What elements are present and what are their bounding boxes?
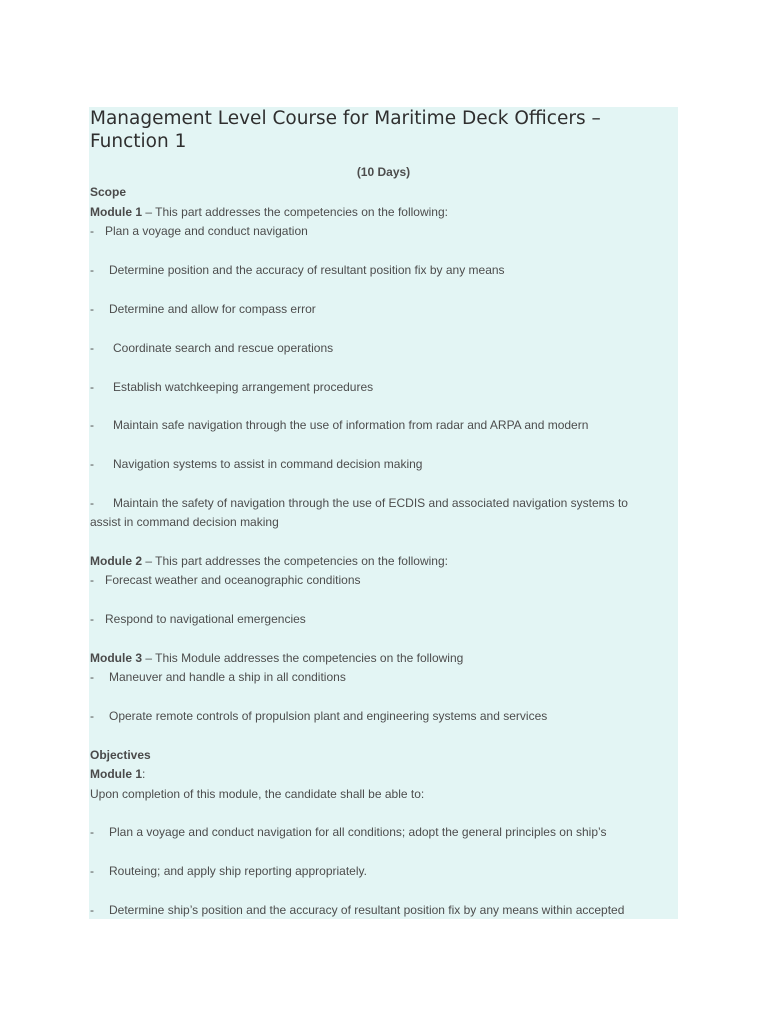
list-item [90,339,670,358]
objectives-module1-label: Module 1 [90,767,143,781]
list-item-text: Determine ship’s position and the accuracy of resultant position fix by any means within accepted [109,903,625,917]
list-item-text: Determine and allow for compass error [109,302,316,316]
bullet-dash: - [90,903,94,917]
list-item [90,261,670,280]
module1-intro [90,203,670,222]
list-item-text: Coordinate search and rescue operations [113,341,334,355]
bullet-dash: - [90,825,94,839]
bullet-dash: - [90,302,94,316]
bullet-dash: - [90,864,94,878]
bullet-dash: - [90,496,94,510]
list-item [90,823,670,842]
bullet-dash: - [90,418,94,432]
course-duration: (10 Days) [356,165,411,179]
list-item-text: Maintain the safety of navigation through the use of ECDIS and associated navigation systems to assist in command decision making [90,496,628,529]
list-item [90,455,670,474]
list-item-text: Maintain safe navigation through the use of information from radar and ARPA and modern [113,418,589,432]
list-item-text: Establish watchkeeping arrangement procedures [113,380,374,394]
list-item [90,901,670,919]
bullet-dash: - [90,573,94,587]
module3-intro-text: – This Module addresses the competencies on the following [142,651,464,665]
list-item-text: Routeing; and apply ship reporting appropriately. [109,864,367,878]
scope-heading: Scope [90,185,127,199]
list-item [90,571,670,590]
list-item [90,668,670,687]
list-item-text: Operate remote controls of propulsion plant and engineering systems and services [109,709,548,723]
module3-label: Module 3 [90,651,143,665]
bullet-dash: - [90,612,94,626]
objectives-module-label [90,765,670,784]
bullet-dash: - [90,670,94,684]
module2-intro-text: – This part addresses the competencies on the following: [142,554,448,568]
bullet-dash: - [90,457,94,471]
list-item-text: Forecast weather and oceanographic conditions [105,573,361,587]
list-item [90,707,670,726]
list-item-text: Respond to navigational emergencies [105,612,306,626]
bullet-dash: - [90,341,94,355]
objectives-intro: Upon completion of this module, the candidate shall be able to: [90,787,425,801]
bullet-dash: - [90,380,94,394]
list-item-text: Determine position and the accuracy of resultant position fix by any means [109,263,505,277]
document-page [89,107,678,919]
list-item [90,494,655,532]
bullet-dash: - [90,263,94,277]
list-item [90,416,670,435]
list-item [90,378,670,397]
list-item-text: Plan a voyage and conduct navigation [105,224,308,238]
bullet-dash: - [90,709,94,723]
list-item [90,862,670,881]
list-item-text: Navigation systems to assist in command decision making [113,457,423,471]
list-item [90,222,670,241]
list-item-text: Maneuver and handle a ship in all conditions [109,670,346,684]
objectives-module1-suffix: : [142,767,146,781]
module2-label: Module 2 [90,554,143,568]
module1-intro-text: – This part addresses the competencies on the following: [142,205,448,219]
list-item [90,610,670,629]
module2-intro [90,552,670,571]
document-title: Management Level Course for Maritime Deck Officers – Function 1 [90,108,601,152]
objectives-heading: Objectives [90,748,151,762]
bullet-dash: - [90,224,94,238]
module1-label: Module 1 [90,205,143,219]
module3-intro [90,649,670,668]
list-item [90,300,670,319]
list-item-text: Plan a voyage and conduct navigation for all conditions; adopt the general principles on ship’s [109,825,607,839]
